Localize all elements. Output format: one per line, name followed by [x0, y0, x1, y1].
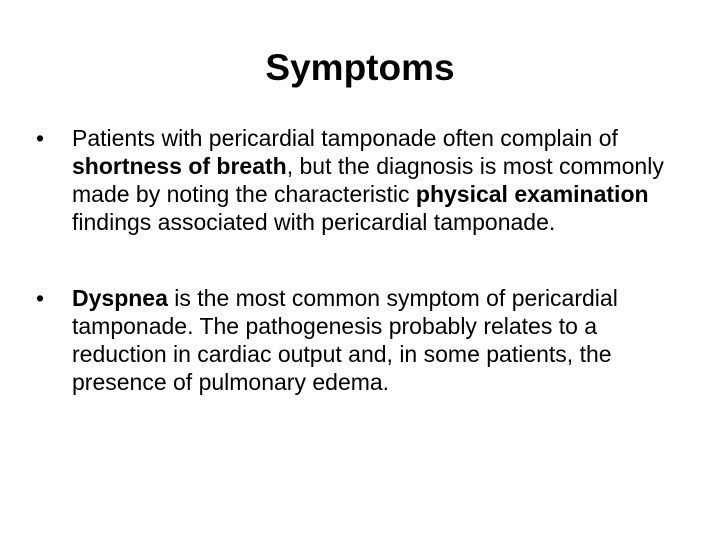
text-segment: findings associated with pericardial tamponade. [72, 209, 556, 235]
text-segment: is the most common symptom of pericardial tamponade. The pathogenesis probably relates to a reduction in cardiac output and, in some patients, the presence of pulmonary edema. [72, 285, 618, 395]
emphasis-shortness-of-breath: shortness of breath [72, 153, 287, 179]
emphasis-dyspnea: Dyspnea [72, 285, 168, 311]
bullet-item [36, 124, 686, 236]
text-segment: Patients with pericardial tamponade often complain of [72, 125, 618, 151]
text-segment: , but the diagnosis is most commonly made by noting the characteristic [72, 153, 664, 207]
slide-title: Symptoms [265, 47, 455, 88]
emphasis-physical-examination: physical examination [415, 181, 649, 207]
bullet-icon: • [36, 285, 45, 311]
bullet-icon: • [36, 125, 45, 151]
bullet-text [72, 285, 618, 395]
bullet-list [36, 124, 686, 396]
bullet-item [36, 284, 686, 396]
bullet-text [72, 125, 664, 235]
